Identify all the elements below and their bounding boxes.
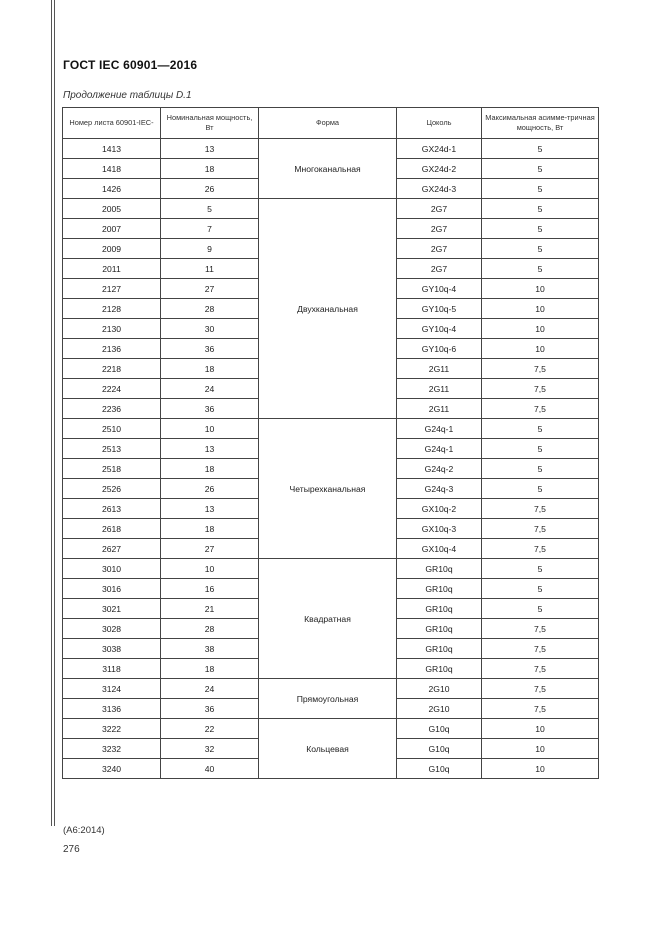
cell-nominal-power: 38 [161, 639, 259, 659]
cell-sheet-number: 2518 [63, 459, 161, 479]
cell-base: 2G11 [397, 379, 482, 399]
cell-max-asym-power: 5 [482, 579, 599, 599]
cell-sheet-number: 3222 [63, 719, 161, 739]
cell-base: GR10q [397, 619, 482, 639]
cell-sheet-number: 2613 [63, 499, 161, 519]
cell-nominal-power: 28 [161, 299, 259, 319]
cell-sheet-number: 1426 [63, 179, 161, 199]
cell-sheet-number: 2127 [63, 279, 161, 299]
cell-nominal-power: 26 [161, 479, 259, 499]
cell-nominal-power: 16 [161, 579, 259, 599]
cell-nominal-power: 40 [161, 759, 259, 779]
cell-max-asym-power: 7,5 [482, 619, 599, 639]
cell-base: 2G10 [397, 699, 482, 719]
cell-max-asym-power: 5 [482, 179, 599, 199]
cell-nominal-power: 5 [161, 199, 259, 219]
cell-base: GX10q-3 [397, 519, 482, 539]
cell-sheet-number: 3038 [63, 639, 161, 659]
cell-max-asym-power: 10 [482, 759, 599, 779]
cell-max-asym-power: 10 [482, 299, 599, 319]
cell-max-asym-power: 7,5 [482, 639, 599, 659]
cell-base: 2G11 [397, 359, 482, 379]
cell-nominal-power: 18 [161, 159, 259, 179]
cell-max-asym-power: 7,5 [482, 399, 599, 419]
cell-nominal-power: 24 [161, 679, 259, 699]
cell-nominal-power: 28 [161, 619, 259, 639]
cell-base: G24q-3 [397, 479, 482, 499]
table-row [63, 719, 599, 739]
cell-sheet-number: 2236 [63, 399, 161, 419]
cell-sheet-number: 2224 [63, 379, 161, 399]
cell-nominal-power: 13 [161, 499, 259, 519]
cell-nominal-power: 18 [161, 659, 259, 679]
cell-base: 2G7 [397, 239, 482, 259]
cell-base: 2G11 [397, 399, 482, 419]
cell-base: GY10q-4 [397, 279, 482, 299]
table-row [63, 559, 599, 579]
table-header-row [63, 108, 599, 139]
cell-base: GR10q [397, 579, 482, 599]
cell-nominal-power: 27 [161, 539, 259, 559]
cell-base: G24q-2 [397, 459, 482, 479]
cell-nominal-power: 32 [161, 739, 259, 759]
cell-sheet-number: 2007 [63, 219, 161, 239]
margin-rule-left [51, 0, 52, 826]
cell-base: G24q-1 [397, 419, 482, 439]
cell-max-asym-power: 5 [482, 439, 599, 459]
cell-sheet-number: 3136 [63, 699, 161, 719]
cell-max-asym-power: 5 [482, 239, 599, 259]
cell-nominal-power: 27 [161, 279, 259, 299]
cell-max-asym-power: 5 [482, 259, 599, 279]
cell-base: GX10q-4 [397, 539, 482, 559]
col-header-sheet-number: Номер листа 60901-IEC- [63, 108, 161, 139]
cell-base: G10q [397, 759, 482, 779]
cell-sheet-number: 1418 [63, 159, 161, 179]
cell-sheet-number: 2128 [63, 299, 161, 319]
cell-base: G10q [397, 739, 482, 759]
cell-shape: Квадратная [259, 559, 397, 679]
cell-sheet-number: 2618 [63, 519, 161, 539]
cell-nominal-power: 13 [161, 139, 259, 159]
cell-base: GR10q [397, 599, 482, 619]
cell-base: GY10q-4 [397, 319, 482, 339]
cell-nominal-power: 22 [161, 719, 259, 739]
cell-nominal-power: 36 [161, 399, 259, 419]
table-row [63, 139, 599, 159]
cell-sheet-number: 3010 [63, 559, 161, 579]
margin-rule-right [54, 0, 55, 826]
cell-base: GY10q-6 [397, 339, 482, 359]
cell-base: 2G10 [397, 679, 482, 699]
table-row [63, 679, 599, 699]
cell-shape: Четырехканальная [259, 419, 397, 559]
cell-max-asym-power: 10 [482, 319, 599, 339]
cell-base: GR10q [397, 659, 482, 679]
cell-nominal-power: 30 [161, 319, 259, 339]
col-header-base: Цоколь [397, 108, 482, 139]
cell-sheet-number: 3232 [63, 739, 161, 759]
cell-base: GX10q-2 [397, 499, 482, 519]
cell-sheet-number: 3240 [63, 759, 161, 779]
cell-sheet-number: 2218 [63, 359, 161, 379]
cell-max-asym-power: 10 [482, 739, 599, 759]
table-caption: Продолжение таблицы D.1 [63, 90, 192, 101]
cell-sheet-number: 2005 [63, 199, 161, 219]
cell-sheet-number: 3016 [63, 579, 161, 599]
cell-nominal-power: 9 [161, 239, 259, 259]
cell-nominal-power: 26 [161, 179, 259, 199]
cell-sheet-number: 2526 [63, 479, 161, 499]
cell-max-asym-power: 10 [482, 279, 599, 299]
cell-max-asym-power: 7,5 [482, 679, 599, 699]
cell-shape: Прямоугольная [259, 679, 397, 719]
cell-sheet-number: 2513 [63, 439, 161, 459]
lamp-table [62, 107, 599, 779]
cell-nominal-power: 10 [161, 419, 259, 439]
cell-max-asym-power: 5 [482, 479, 599, 499]
cell-shape: Кольцевая [259, 719, 397, 779]
cell-nominal-power: 10 [161, 559, 259, 579]
cell-base: G10q [397, 719, 482, 739]
cell-max-asym-power: 7,5 [482, 699, 599, 719]
cell-max-asym-power: 7,5 [482, 499, 599, 519]
cell-base: 2G7 [397, 199, 482, 219]
cell-sheet-number: 3118 [63, 659, 161, 679]
cell-base: GX24d-2 [397, 159, 482, 179]
cell-nominal-power: 13 [161, 439, 259, 459]
cell-sheet-number: 3124 [63, 679, 161, 699]
page-number: 276 [63, 844, 80, 855]
table-body [63, 139, 599, 779]
cell-sheet-number: 2130 [63, 319, 161, 339]
cell-shape: Двухканальная [259, 199, 397, 419]
cell-nominal-power: 36 [161, 699, 259, 719]
cell-max-asym-power: 7,5 [482, 519, 599, 539]
cell-base: GR10q [397, 559, 482, 579]
cell-sheet-number: 2627 [63, 539, 161, 559]
cell-sheet-number: 3028 [63, 619, 161, 639]
col-header-max-asym-power: Максимальная асимме-тричная мощность, Вт [482, 108, 599, 139]
cell-max-asym-power: 7,5 [482, 659, 599, 679]
cell-nominal-power: 24 [161, 379, 259, 399]
cell-max-asym-power: 5 [482, 459, 599, 479]
cell-base: GY10q-5 [397, 299, 482, 319]
document-title: ГОСТ IEC 60901—2016 [63, 58, 198, 72]
cell-sheet-number: 2510 [63, 419, 161, 439]
cell-max-asym-power: 5 [482, 139, 599, 159]
cell-nominal-power: 21 [161, 599, 259, 619]
cell-shape: Многоканальная [259, 139, 397, 199]
cell-base: GX24d-3 [397, 179, 482, 199]
amendment-note: (А6:2014) [63, 825, 105, 836]
cell-max-asym-power: 5 [482, 199, 599, 219]
cell-nominal-power: 18 [161, 519, 259, 539]
cell-nominal-power: 36 [161, 339, 259, 359]
cell-sheet-number: 1413 [63, 139, 161, 159]
table-row [63, 419, 599, 439]
cell-sheet-number: 2011 [63, 259, 161, 279]
cell-nominal-power: 18 [161, 359, 259, 379]
cell-nominal-power: 11 [161, 259, 259, 279]
cell-max-asym-power: 7,5 [482, 359, 599, 379]
cell-base: G24q-1 [397, 439, 482, 459]
cell-nominal-power: 7 [161, 219, 259, 239]
col-header-shape: Форма [259, 108, 397, 139]
cell-nominal-power: 18 [161, 459, 259, 479]
cell-sheet-number: 2136 [63, 339, 161, 359]
cell-base: 2G7 [397, 259, 482, 279]
cell-sheet-number: 3021 [63, 599, 161, 619]
cell-max-asym-power: 10 [482, 339, 599, 359]
cell-max-asym-power: 5 [482, 159, 599, 179]
cell-max-asym-power: 10 [482, 719, 599, 739]
cell-max-asym-power: 5 [482, 419, 599, 439]
cell-base: GX24d-1 [397, 139, 482, 159]
cell-max-asym-power: 5 [482, 559, 599, 579]
cell-base: 2G7 [397, 219, 482, 239]
cell-sheet-number: 2009 [63, 239, 161, 259]
cell-max-asym-power: 5 [482, 219, 599, 239]
cell-max-asym-power: 5 [482, 599, 599, 619]
col-header-nominal-power: Номинальная мощность, Вт [161, 108, 259, 139]
cell-max-asym-power: 7,5 [482, 539, 599, 559]
cell-base: GR10q [397, 639, 482, 659]
cell-max-asym-power: 7,5 [482, 379, 599, 399]
table-row [63, 199, 599, 219]
